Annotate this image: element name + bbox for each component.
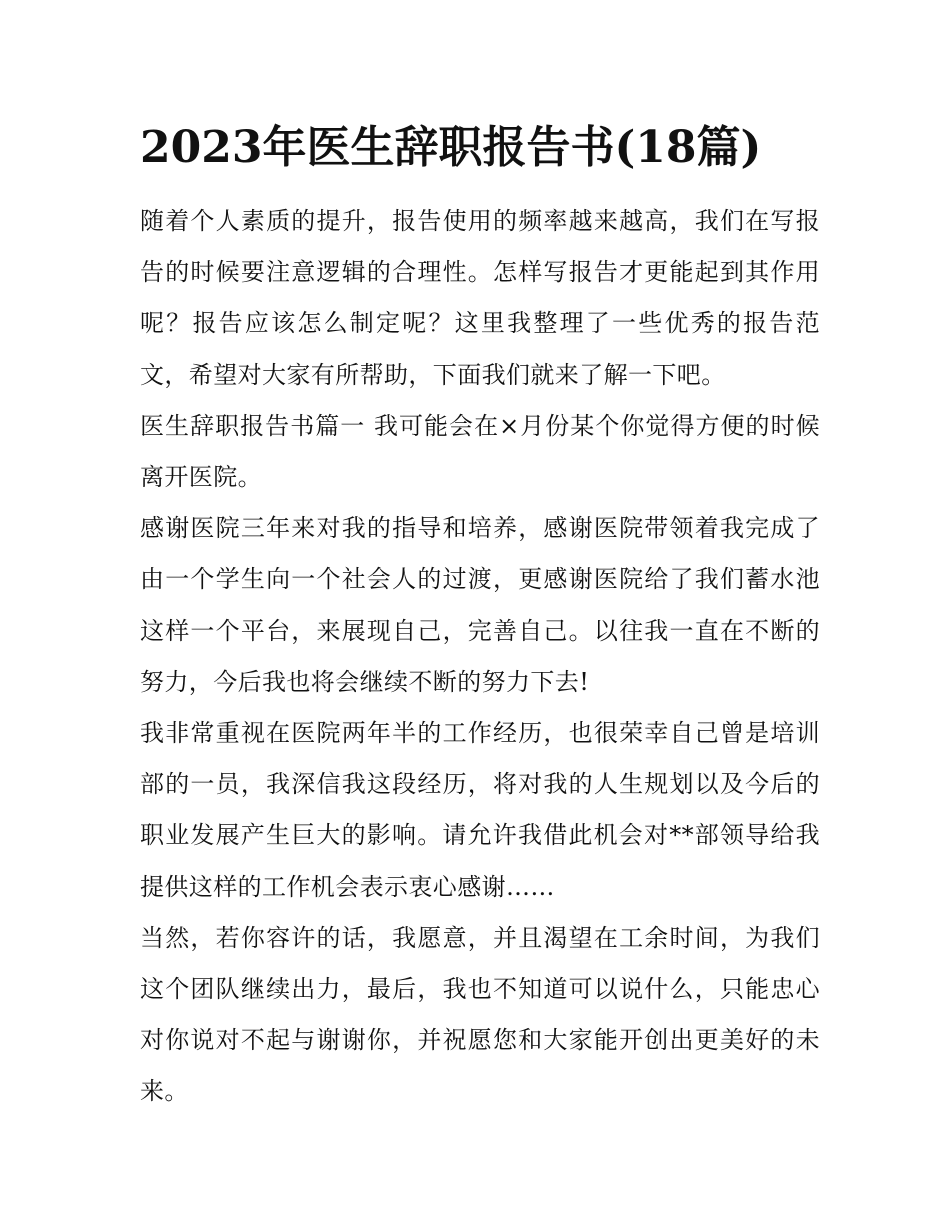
document-body — [140, 196, 820, 1118]
paragraph-closing: 当然，若你容许的话，我愿意，并且渴望在工余时间，为我们这个团队继续出力，最后，我也不知道可以说什么，只能忠心对你说对不起与谢谢你，并祝愿您和大家能开创出更美好的未来。 — [140, 923, 820, 1106]
paragraph-thanks: 感谢医院三年来对我的指导和培养，感谢医院带领着我完成了由一个学生向一个社会人的过渡，更感谢医院给了我们蓄水池这样一个平台，来展现自己，完善自己。以往我一直在不断的努力，今后我也将会继续不断的努力下去! — [140, 514, 820, 696]
paragraph-section-heading: 医生辞职报告书篇一 我可能会在×月份某个你觉得方便的时候离开医院。 — [140, 411, 820, 492]
paragraph-intro: 随着个人素质的提升，报告使用的频率越来越高，我们在写报告的时候要注意逻辑的合理性。怎样写报告才更能起到其作用呢？报告应该怎么制定呢？这里我整理了一些优秀的报告范文，希望对大家有所帮助，下面我们就来了解一下吧。 — [140, 207, 820, 389]
paragraph-experience: 我非常重视在医院两年半的工作经历，也很荣幸自己曾是培训部的一员，我深信我这段经历，将对我的人生规划以及今后的职业发展产生巨大的影响。请允许我借此机会对**部领导给我提供这样的工作机会表示衷心感谢…… — [140, 719, 820, 901]
document-title: 2023年医生辞职报告书(18篇) — [140, 122, 762, 173]
